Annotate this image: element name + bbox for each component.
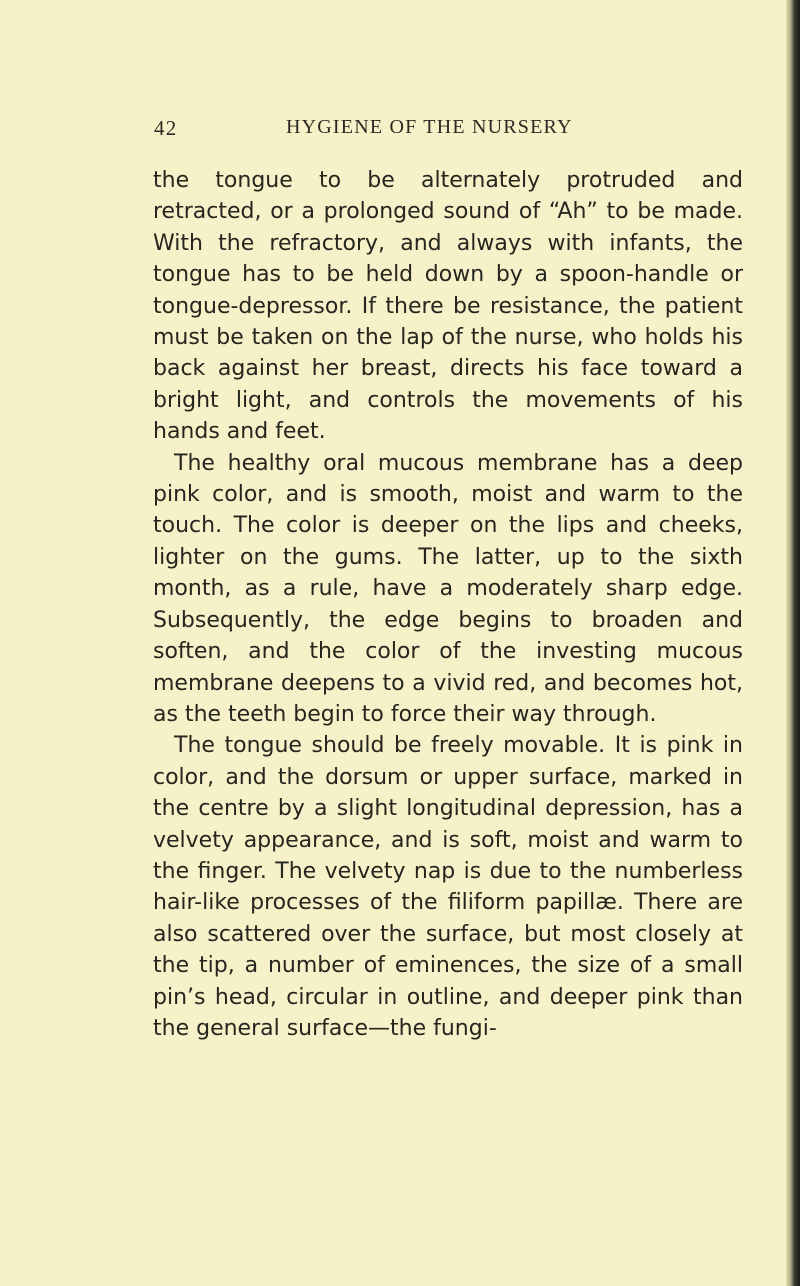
running-head bbox=[154, 116, 734, 146]
body-text bbox=[153, 165, 743, 1044]
running-title: HYGIENE OF THE NURSERY bbox=[286, 116, 573, 138]
paragraph-mucous-membrane: The healthy oral mucous membrane has a deep pink color, and is smooth, moist and warm to the touch. The color is deeper on the lips and cheeks, lighter on the gums. The latter, up to the sixth month, as a rule, have a moderately sharp edge. Subsequently, the edge begins to broaden and soften, and the color of the investing mucous membrane deepens to a vivid red, and becomes hot, as the teeth begin to force their way through. bbox=[153, 450, 743, 727]
paragraph-tongue: The tongue should be freely movable. It is pink in color, and the dorsum or upper surface, marked in the centre by a slight longitudinal depression, has a velvety appearance, and is soft, moist and warm to the finger. The velvety nap is due to the numberless hair-like processes of the filiform papillæ. There are also scattered over the surface, but most closely at the tip, a number of eminences, the size of a small pin’s head, circular in outline, and deeper pink than the general surface—the fungi- bbox=[153, 733, 743, 1041]
page-number: 42 bbox=[154, 116, 178, 140]
page-edge-shadow bbox=[786, 0, 800, 1286]
paragraph-examination: the tongue to be alternately protruded and retracted, or a prolonged sound of “Ah” to be made. With the refractory, and always with infants, the tongue has to be held down by a spoon-handle or tongue-depressor. If there be resistance, the patient must be taken on the lap of the nurse, who holds his back against her breast, directs his face toward a bright light, and controls the movements of his hands and feet. bbox=[153, 168, 743, 445]
